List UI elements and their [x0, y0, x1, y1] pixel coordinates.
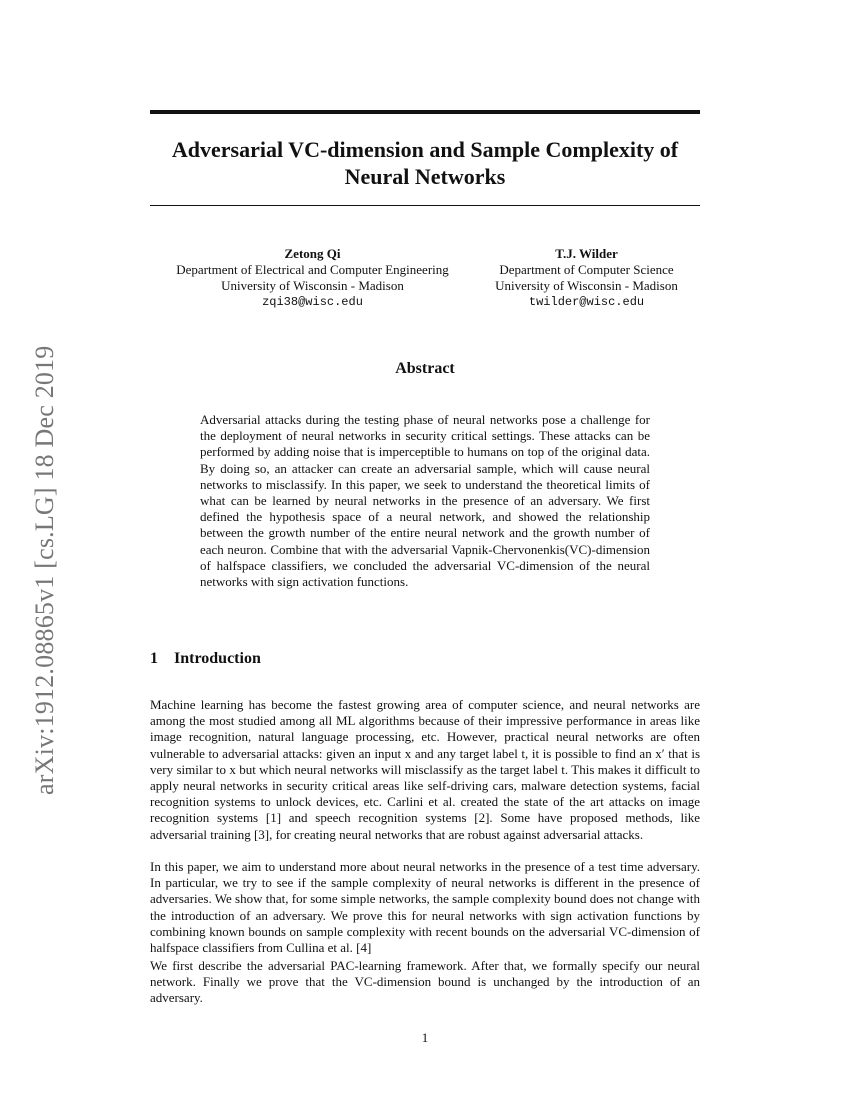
author-email: zqi38@wisc.edu [262, 295, 363, 309]
author-block [160, 246, 465, 310]
author-department: Department of Computer Science [499, 262, 674, 277]
author-block [484, 246, 689, 310]
arxiv-stamp [22, 295, 62, 795]
section-number: 1 [150, 650, 158, 667]
author-university: University of Wisconsin - Madison [495, 278, 678, 293]
author-name: T.J. Wilder [555, 246, 618, 261]
paragraph: In this paper, we aim to understand more about neural networks in the presence of a test time adversary. In particular, we try to see if the sample complexity of neural networks is different in the presence of adversaries. We show that, for some simple networks, the sample complexity bound does not change with the introduction of an adversary. We prove this for neural networks with sign activation functions by combining known bounds on sample complexity with recent bounds on the adversarial VC-dimension of halfspace classifiers from Cullina et al. [4] [150, 859, 700, 956]
author-university: University of Wisconsin - Madison [221, 278, 404, 293]
paper-title: Adversarial VC-dimension and Sample Complexity of Neural Networks [171, 137, 679, 189]
abstract-text: Adversarial attacks during the testing phase of neural networks pose a challenge for the deployment of neural networks in security critical settings. These attacks can be performed by adding noise that is imperceptible to humans on top of the original data. By doing so, an attacker can create an adversarial sample, which will cause neural networks to misclassify. In this paper, we seek to understand the theoretical limits of what can be learned by neural networks in the presence of an adversary. We first defined the hypothesis space of a neural network, and showed the relationship between the growth number of the entire neural network and the growth number of each neuron. Combine that with the adversarial Vapnik-Chervonenkis(VC)-dimension of halfspace classifiers, we concluded the adversarial VC-dimension of the neural networks with sign activation functions. [200, 412, 650, 590]
page-number: 1 [421, 1030, 429, 1045]
arxiv-stamp-text: arXiv:1912.08865v1 [cs.LG] 18 Dec 2019 [30, 345, 59, 795]
author-department: Department of Electrical and Computer Engineering [176, 262, 449, 277]
title-bottom-rule [150, 205, 700, 206]
author-name: Zetong Qi [284, 246, 341, 261]
section-title: Introduction [174, 650, 261, 667]
author-email: twilder@wisc.edu [528, 295, 645, 309]
title-top-rule [150, 110, 700, 114]
paragraph: Machine learning has become the fastest growing area of computer science, and neural networks are among the most studied among all ML algorithms because of their impressive performance in areas like image recognition, natural language processing, etc. However, practical neural networks are often vulnerable to adversarial attacks: given an input x and any target label t, it is possible to find an x′ that is very similar to x but which neural networks will misclassify as the target label t. This makes it difficult to apply neural networks in security critical areas like self-driving cars, malware detection systems, facial recognition systems to unlock devices, etc. Carlini et al. created the state of the art attacks on image recognition systems [1] and speech recognition systems [2]. Some have proposed methods, like adversarial training [3], for creating neural networks that are robust against adversarial attacks. [150, 697, 700, 842]
paragraph: We first describe the adversarial PAC-learning framework. After that, we formally specify our neural network. Finally we prove that the VC-dimension bound is unchanged by the introduction of an adversary. [150, 958, 700, 1006]
section-heading [150, 650, 261, 668]
abstract-heading: Abstract [395, 360, 455, 377]
